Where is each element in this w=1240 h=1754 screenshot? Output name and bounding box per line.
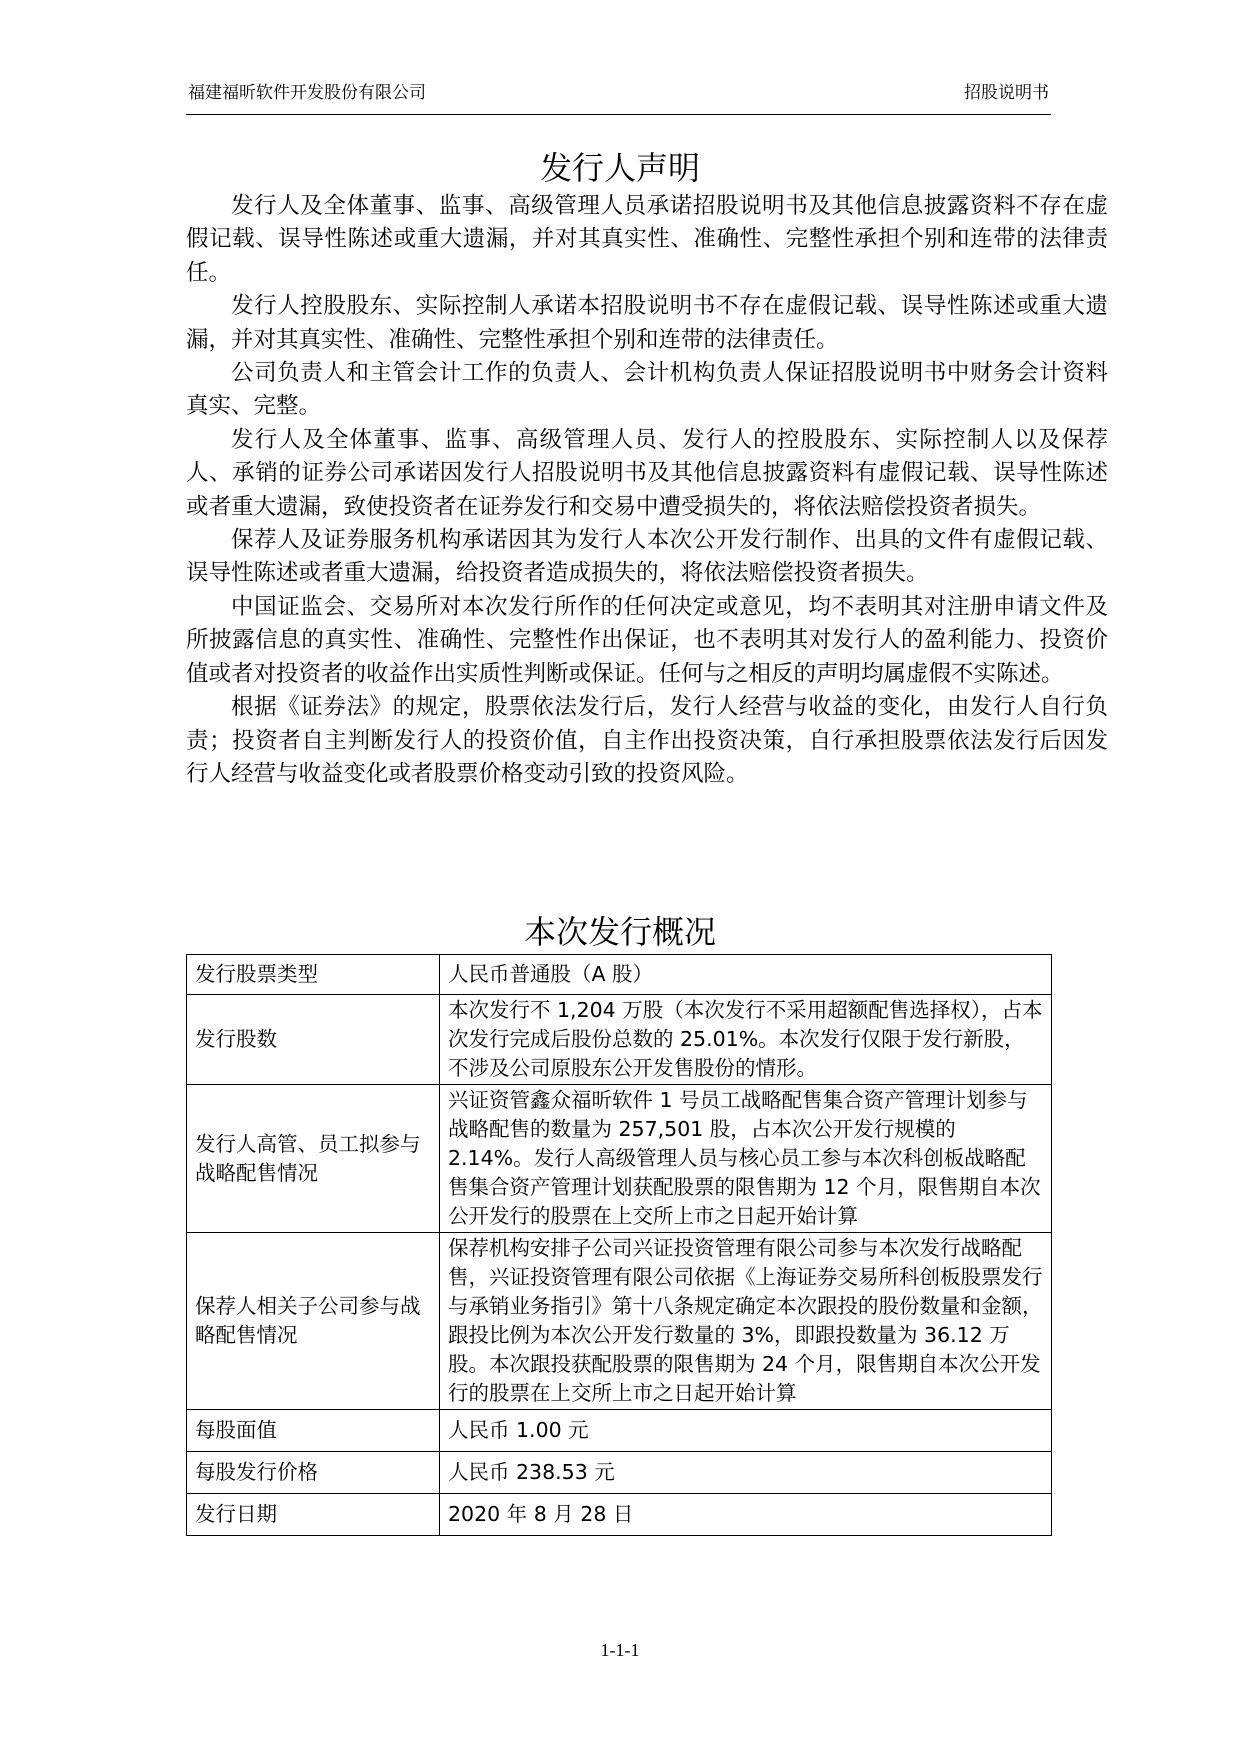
statement-paragraph: 根据《证券法》的规定，股票依法发行后，发行人经营与收益的变化，由发行人自行负责；投资者自主判断发行人的投资价值，自主作出投资决策，自行承担股票依法发行后因发行人经营与收益变化或者股票价格变动引致的投资风险。 bbox=[186, 694, 1108, 787]
company-name: 福建福昕软件开发股份有限公司 bbox=[188, 83, 426, 103]
row-value: 兴证资管鑫众福昕软件 1 号员工战略配售集合资产管理计划参与战略配售的数量为 257,501 股，占本次公开发行规模的 2.14%。发行人高级管理人员与核心员工参与本次科创板战略配售集合资产管理计划获配股票的限售期为 12 个月，限售期自本次公开发行的股票在上交所上市之日起开始计算 bbox=[440, 1085, 1052, 1233]
row-value: 本次发行不 1,204 万股（本次发行不采用超额配售选择权），占本次发行完成后股份总数的 25.01%。本次发行仅限于发行新股，不涉及公司原股东公开发售股份的情形。 bbox=[440, 995, 1052, 1085]
statement-body bbox=[186, 190, 1108, 791]
page-header bbox=[186, 76, 1051, 115]
row-label: 每股发行价格 bbox=[187, 1452, 440, 1494]
statement-paragraph: 保荐人及证券服务机构承诺因其为发行人本次公开发行制作、出具的文件有虚假记载、误导性陈述或者重大遗漏，给投资者造成损失的，将依法赔偿投资者损失。 bbox=[186, 527, 1108, 587]
table-row bbox=[187, 1085, 1052, 1233]
row-label: 保荐人相关子公司参与战略配售情况 bbox=[187, 1233, 440, 1410]
table-row bbox=[187, 1410, 1052, 1452]
row-label: 发行股数 bbox=[187, 995, 440, 1085]
statement-paragraph: 中国证监会、交易所对本次发行所作的任何决定或意见，均不表明其对注册申请文件及所披露信息的真实性、准确性、完整性作出保证，也不表明其对发行人的盈利能力、投资价值或者对投资者的收益作出实质性判断或保证。任何与之相反的声明均属虚假不实陈述。 bbox=[186, 593, 1108, 687]
page-number: 1-1-1 bbox=[600, 1640, 640, 1660]
row-value: 人民币普通股（A 股） bbox=[440, 955, 1052, 995]
statement-paragraph: 公司负责人和主管会计工作的负责人、会计机构负责人保证招股说明书中财务会计资料真实、完整。 bbox=[186, 360, 1108, 420]
overview-title: 本次发行概况 bbox=[523, 913, 716, 951]
row-label: 发行日期 bbox=[187, 1494, 440, 1536]
table-row bbox=[187, 955, 1052, 995]
table-row bbox=[187, 1233, 1052, 1410]
document-type: 招股说明书 bbox=[964, 83, 1049, 103]
row-value: 人民币 238.53 元 bbox=[440, 1452, 1052, 1494]
table-row bbox=[187, 1494, 1052, 1536]
statement-paragraph: 发行人及全体董事、监事、高级管理人员、发行人的控股股东、实际控制人以及保荐人、承销的证券公司承诺因发行人招股说明书及其他信息披露资料有虚假记载、误导性陈述或者重大遗漏，致使投资者在证券发行和交易中遭受损失的，将依法赔偿投资者损失。 bbox=[186, 426, 1108, 520]
row-label: 每股面值 bbox=[187, 1410, 440, 1452]
overview-table bbox=[186, 954, 1052, 1536]
statement-title: 发行人声明 bbox=[539, 149, 700, 187]
table-row bbox=[187, 995, 1052, 1085]
row-label: 发行股票类型 bbox=[187, 955, 440, 995]
statement-paragraph: 发行人及全体董事、监事、高级管理人员承诺招股说明书及其他信息披露资料不存在虚假记载、误导性陈述或重大遗漏，并对其真实性、准确性、完整性承担个别和连带的法律责任。 bbox=[186, 193, 1108, 286]
statement-paragraph: 发行人控股股东、实际控制人承诺本招股说明书不存在虚假记载、误导性陈述或重大遗漏，并对其真实性、准确性、完整性承担个别和连带的法律责任。 bbox=[186, 293, 1108, 353]
row-label: 发行人高管、员工拟参与战略配售情况 bbox=[187, 1085, 440, 1233]
row-value: 人民币 1.00 元 bbox=[440, 1410, 1052, 1452]
row-value: 2020 年 8 月 28 日 bbox=[440, 1494, 1052, 1536]
row-value: 保荐机构安排子公司兴证投资管理有限公司参与本次发行战略配售，兴证投资管理有限公司依据《上海证券交易所科创板股票发行与承销业务指引》第十八条规定确定本次跟投的股份数量和金额，跟投比例为本次公开发行数量的 3%，即跟投数量为 36.12 万股。本次跟投获配股票的限售期为 24 个月，限售期自本次公开发行的股票在上交所上市之日起开始计算 bbox=[440, 1233, 1052, 1410]
table-row bbox=[187, 1452, 1052, 1494]
